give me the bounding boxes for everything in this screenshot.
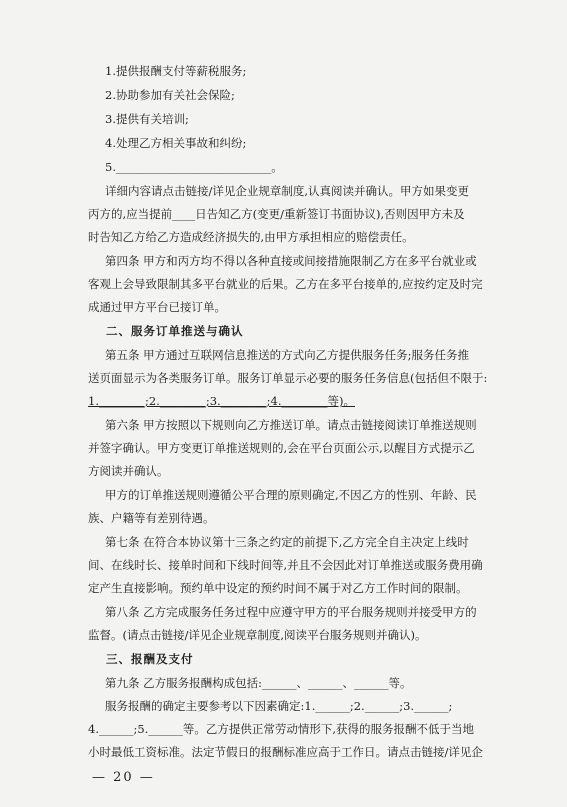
article-9-line-2: 服务报酬的确定主要参考以下因素确定:1.______;2.______;3.______; — [105, 699, 453, 713]
page-number: — 20 — — [92, 770, 155, 785]
section-3-title: 三、报酬及支付 — [106, 652, 194, 666]
list-item-4: 4.处理乙方相关事故和纠纷; — [105, 136, 247, 150]
detail-line-3: 时告知乙方给乙方造成经济损失的,由甲方承担相应的赔偿责任。 — [88, 230, 414, 244]
list-item-2: 2.协助参加有关社会保险; — [105, 88, 235, 102]
article-7-line-3: 定产生直接影响。预约单中设定的预约时间不属于对乙方工作时间的限制。 — [88, 581, 468, 595]
article-6-line-1: 第六条 甲方按照以下规则向乙方推送订单。请点击链接阅读订单推送规则 — [105, 418, 477, 432]
list-item-3: 3.提供有关培训; — [105, 112, 189, 126]
article-5-line-3: 1.________;2.________;3.________;4.________等)。 — [88, 394, 355, 408]
article-4-line-2: 客观上会导致限制其多平台就业的后果。乙方在多平台接单的,应按约定及时完 — [88, 277, 483, 291]
push-rule-line-2: 族、户籍等有差别待遇。 — [88, 511, 215, 525]
list-item-5: 5.___________________________。 — [105, 160, 283, 174]
article-8-line-1: 第八条 乙方完成服务任务过程中应遵守甲方的平台服务规则并接受甲方的 — [105, 605, 477, 619]
article-9-line-3: 4.______;5.______等。乙方提供正常劳动情形下,获得的服务报酬不低于当地 — [88, 722, 474, 736]
article-9-line-4: 小时最低工资标准。法定节假日的报酬标准应高于工作日。请点击链接/详见企 — [88, 745, 483, 759]
push-rule-line-1: 甲方的订单推送规则遵循公平合理的原则确定,不因乙方的性别、年龄、民 — [105, 488, 477, 502]
article-5-line-1: 第五条 甲方通过互联网信息推送的方式向乙方提供服务任务;服务任务推 — [105, 348, 470, 362]
section-2-title: 二、服务订单推送与确认 — [106, 324, 244, 338]
article-9-line-1: 第九条 乙方服务报酬构成包括:______、______、______等。 — [105, 676, 412, 690]
article-6-line-3: 方阅读并确认。 — [88, 464, 169, 478]
article-6-line-2: 并签字确认。甲方变更订单推送规则的,会在平台页面公示,以醒目方式提示乙 — [88, 441, 475, 455]
detail-line-1: 详细内容请点击链接/详见企业规章制度,认真阅读并确认。甲方如果变更 — [105, 184, 470, 198]
article-4-line-3: 成通过甲方平台已接订单。 — [88, 300, 226, 314]
article-8-line-2: 监督。(请点击链接/详见企业规章制度,阅读平台服务规则并确认)。 — [88, 628, 427, 642]
article-7-line-1: 第七条 在符合本协议第十三条之约定的前提下,乙方完全自主决定上线时 — [105, 535, 469, 549]
article-5-line-2: 送页面显示为各类服务订单。服务订单显示必要的服务任务信息(包括但不限于: — [88, 371, 488, 385]
list-item-1: 1.提供报酬支付等薪税服务; — [105, 64, 247, 78]
article-7-line-2: 间、在线时长、接单时间和下线时间等,并且不会因此对订单推送或服务费用确 — [88, 558, 483, 572]
detail-line-2: 丙方的,应当提前____日告知乙方(变更/重新签订书面协议),否则因甲方未及 — [88, 207, 465, 221]
article-4-line-1: 第四条 甲方和丙方均不得以各种直接或间接措施限制乙方在多平台就业或 — [105, 254, 477, 268]
